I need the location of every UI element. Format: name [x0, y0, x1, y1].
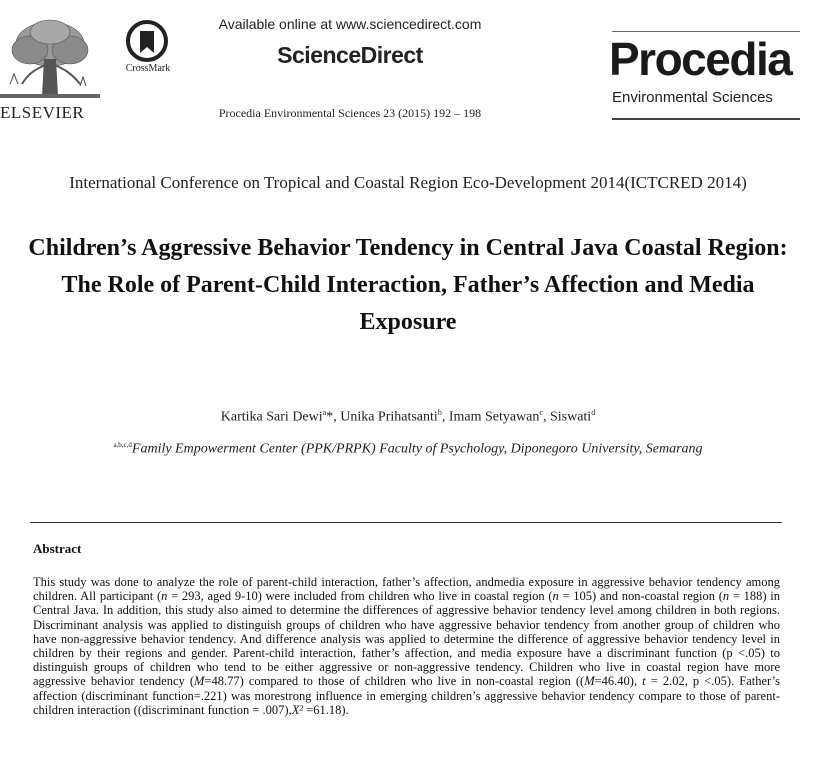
procedia-top-rule	[612, 31, 800, 32]
author-sup: d	[591, 408, 596, 417]
paper-title: Children’s Aggressive Behavior Tendency in Central Java Coastal Region: The Role of Parent-Child Interaction, Father’s Affection and Media Exposure	[28, 235, 788, 335]
journal-reference: Procedia Environmental Sciences 23 (2015) 192 – 198	[218, 106, 482, 120]
crossmark-icon[interactable]	[124, 20, 170, 62]
author-list: Kartika Sari Dewi$^a$*, Unika Prihatsanti$^b$, Imam Setyawan$^c$, Siswati$^d$	[220, 408, 596, 425]
sciencedirect-logo[interactable]: ScienceDirect	[277, 42, 423, 68]
available-online-text[interactable]: Available online at www.sciencedirect.com	[218, 16, 482, 32]
procedia-bottom-rule	[612, 118, 800, 120]
elsevier-wordmark: ELSEVIER	[0, 103, 85, 122]
procedia-logo: Procedia	[609, 33, 792, 85]
affiliation	[40, 441, 776, 458]
author-sup: b	[437, 408, 442, 417]
author-name: Imam Setyawan	[448, 409, 540, 425]
corresponding-author-mark[interactable]: *	[326, 409, 334, 425]
author-sup: c	[539, 408, 543, 417]
author-name: Unika Prihatsanti	[340, 409, 438, 425]
author-name: Siswati	[549, 409, 592, 425]
author-sup: a	[322, 408, 327, 417]
abstract-heading: Abstract	[33, 541, 82, 556]
abstract-body: This study was done to analyze the role of parent-child interaction, father’s affection, andmedia exposure in aggressive behavior tendency among children. All participant (n = 293, aged 9-10) were included from children who live in coastal region (n = 105) and non-coastal region (n = 188) in Central Java. In addition, this study also aimed to determine the differences of aggressive behavior tendency level among children in both regions. Discriminant analysis was applied to distinguish groups of children who have aggressive behavior tendency from another group of children who have non-aggressive behavior tendency. And difference analysis was applied to determine the difference of aggressive behavior tendency level in children by their regions and gender. Parent-child interaction, father’s affection, and media exposure have a discriminant function (p <.05) to distinguish groups of children who tend to be either aggressive or non-aggressive tendency. Children who live in coastal region have more aggressive behavior tendency (M=48.77) compared to those of children who live in non-coastal region ((M=46.40), t = 2.02, p <.05). Father’s affection (discriminant function=.221) was morestrong influence in emerging children’s aggressive behavior tendency compare to those of parent-children interaction ((discriminant function = .007),X² =61.18).	[33, 575, 781, 717]
affiliation-text: Family Empowerment Center (PPK/PRPK) Faculty of Psychology, Diponegoro University, Semarang	[131, 441, 703, 457]
affiliation-sup: a,b,c,d	[113, 441, 132, 449]
elsevier-tree-logo	[0, 14, 100, 102]
conference-name: International Conference on Tropical and Coastal Region Eco-Development 2014(ICTCRED 2014)	[69, 173, 747, 192]
crossmark-label: CrossMark	[125, 63, 171, 74]
procedia-subtitle: Environmental Sciences	[612, 89, 773, 106]
section-divider	[30, 522, 782, 523]
author-name: Kartika Sari Dewi	[220, 409, 323, 425]
